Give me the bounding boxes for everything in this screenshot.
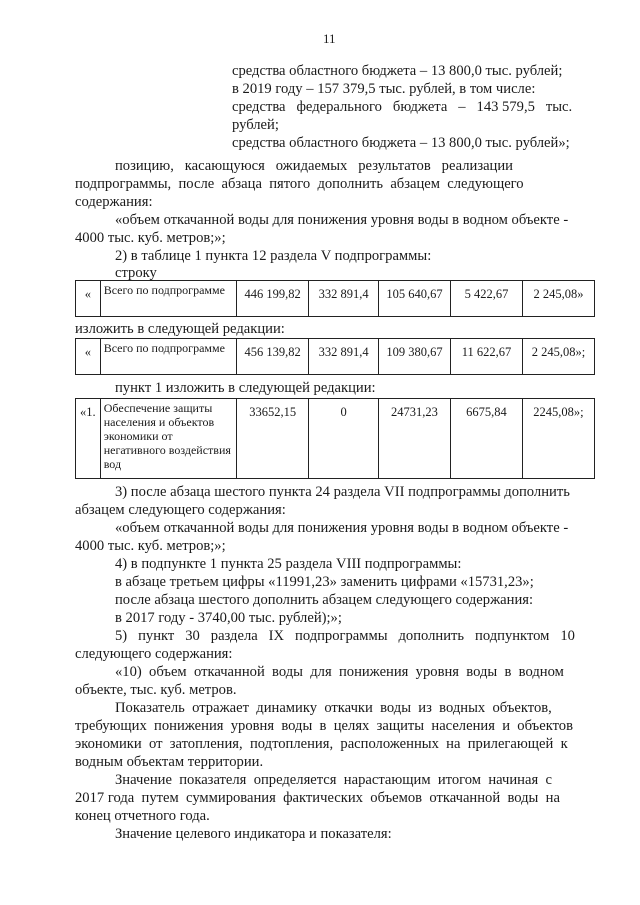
table-cell-quote: « (76, 339, 101, 375)
top-line-1: средства областного бюджета – 13 800,0 тыс. рублей; (232, 63, 563, 79)
stroku-text: строку (115, 265, 157, 281)
znachenie-line-3: конец отчетного года. (75, 808, 210, 824)
table-cell-v3: 105 640,67 (378, 281, 450, 317)
table-cell-v2: 332 891,4 (309, 281, 379, 317)
para2-line-1: «объем откачанной воды для понижения уровня воды в водном объекте - (115, 212, 569, 228)
table-cell-v3: 24731,23 (378, 399, 450, 479)
item3-line-2: абзацем следующего содержания: (75, 502, 286, 518)
para2-line-2: 4000 тыс. куб. метров;»; (75, 230, 226, 246)
table-cell-v5: 2245,08»; (522, 399, 594, 479)
table-cell-v4: 6675,84 (450, 399, 522, 479)
table-cell-v1: 446 199,82 (237, 281, 309, 317)
para1-line-2: подпрограммы, после абзаца пятого дополнить абзацем следующего (75, 176, 524, 192)
table-cell-name: Обеспечение защиты населения и объектов экономики от негативного воздействия вод (100, 399, 236, 479)
table-cell-v3: 109 380,67 (378, 339, 450, 375)
top-line-4: рублей; (232, 117, 279, 133)
table-cell-v2: 0 (309, 399, 379, 479)
table-cell-v2: 332 891,4 (309, 339, 379, 375)
item4a-text: в абзаце третьем цифры «11991,23» заменить цифрами «15731,23»; (115, 574, 534, 590)
table-cell-v4: 5 422,67 (450, 281, 522, 317)
table-cell-number: «1. (76, 399, 101, 479)
znachenie-line-1: Значение показателя определяется нарастающим итогом начиная с (115, 772, 552, 788)
table-row-new-total (75, 338, 595, 375)
page-number: 11 (323, 31, 336, 46)
table-cell-name: Всего по подпрограмме (100, 339, 236, 375)
pokazatel-line-1: Показатель отражает динамику откачки воды из водных объектов, (115, 700, 552, 716)
para10-line-2: объекте, тыс. куб. метров. (75, 682, 237, 698)
table-row-item-1 (75, 398, 595, 479)
znachenie-line-2: 2017 года путем суммирования фактических объемов откачанной воды на (75, 790, 560, 806)
pokazatel-line-4: водным объектам территории. (75, 754, 264, 770)
table-cell-name: Всего по подпрограмме (100, 281, 236, 317)
top-line-5: средства областного бюджета – 13 800,0 тыс. рублей»; (232, 135, 570, 151)
item5-line-1: 5) пункт 30 раздела IX подпрограммы дополнить подпунктом 10 (115, 628, 575, 644)
top-line-2: в 2019 году – 157 379,5 тыс. рублей, в том числе: (232, 81, 536, 97)
para1-line-1: позицию, касающуюся ожидаемых результатов реализации (115, 158, 513, 174)
table-cell-v5: 2 245,08»; (522, 339, 594, 375)
target-text: Значение целевого индикатора и показателя: (115, 826, 392, 842)
table-cell-v4: 11 622,67 (450, 339, 522, 375)
item5-line-2: следующего содержания: (75, 646, 233, 662)
item4c-text: в 2017 году - 3740,00 тыс. рублей);»; (115, 610, 342, 626)
para3-line-2: 4000 тыс. куб. метров;»; (75, 538, 226, 554)
izlozhit-text: изложить в следующей редакции: (75, 321, 285, 337)
table-row-old-total (75, 280, 595, 317)
table-cell-v5: 2 245,08» (522, 281, 594, 317)
table-cell-v1: 33652,15 (237, 399, 309, 479)
para3-line-1: «объем откачанной воды для понижения уровня воды в водном объекте - (115, 520, 569, 536)
item4-text: 4) в подпункте 1 пункта 25 раздела VIII подпрограммы: (115, 556, 462, 572)
punkt1-text: пункт 1 изложить в следующей редакции: (115, 380, 376, 396)
item2-text: 2) в таблице 1 пункта 12 раздела V подпрограммы: (115, 248, 432, 264)
item3-line-1: 3) после абзаца шестого пункта 24 раздела VII подпрограммы дополнить (115, 484, 570, 500)
pokazatel-line-3: экономики от затопления, подтопления, расположенных на прилегающей к (75, 736, 568, 752)
pokazatel-line-2: требующих понижения уровня воды в целях защиты населения и объектов (75, 718, 573, 734)
table-cell-v1: 456 139,82 (237, 339, 309, 375)
para10-line-1: «10) объем откачанной воды для понижения уровня воды в водном (115, 664, 564, 680)
top-line-3: средства федерального бюджета – 143 579,5 тыс. (232, 99, 573, 115)
table-cell-quote: « (76, 281, 101, 317)
item4b-text: после абзаца шестого дополнить абзацем следующего содержания: (115, 592, 534, 608)
para1-line-3: содержания: (75, 194, 153, 210)
